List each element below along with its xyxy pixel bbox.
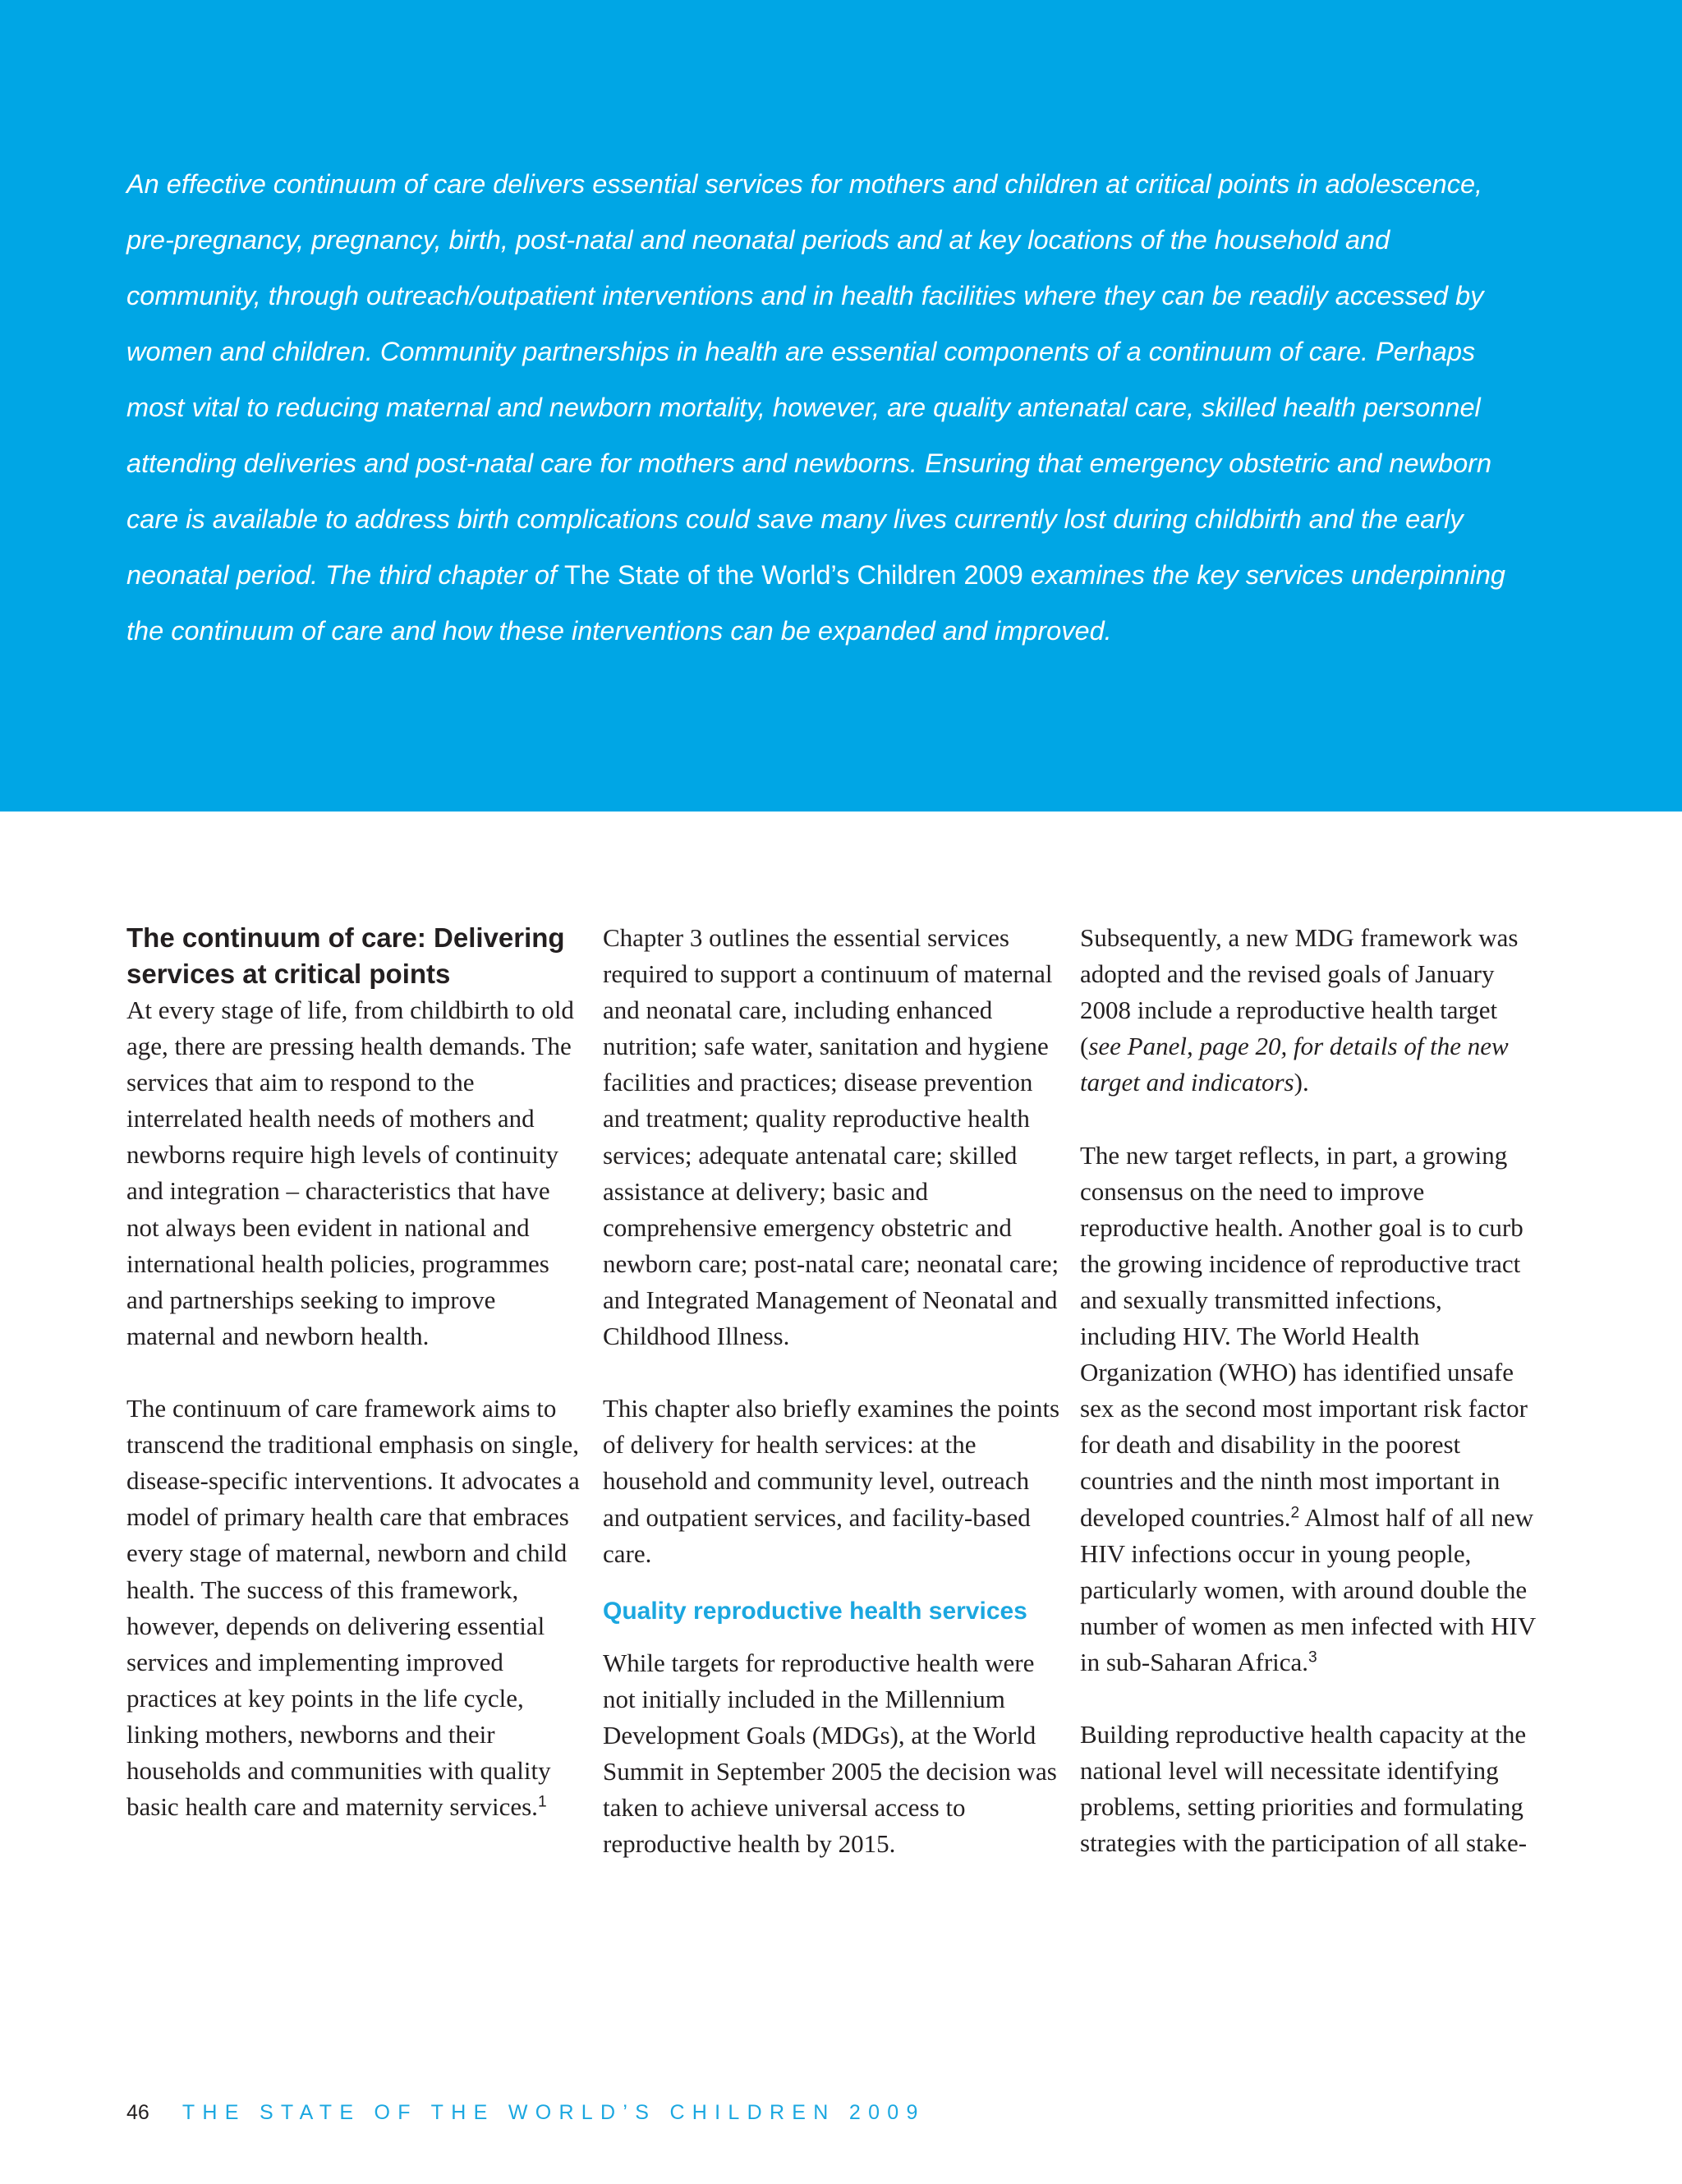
column3-paragraph-1-start: Subsequently, a new MDG framework was adopted and the revised goals of January 2008 include a reproductive health target ( <box>1080 923 1519 1061</box>
intro-text <box>126 156 1523 659</box>
column3-paragraph-2a: The new target reflects, in part, a growing consensus on the need to improve reproductive health. Another goal is to curb the growing incidence of reproductive tract and sexually transmitted infections, including HIV. The World Health Organization (WHO) has identified unsafe sex as the second most important risk factor for death and disability in the poorest countries and the ninth most important in developed countries. <box>1080 1140 1528 1532</box>
column3-paragraph-2 <box>1080 1138 1540 1681</box>
section-heading: The continuum of care: Delivering services at critical points <box>126 922 565 989</box>
column3-paragraph-1-end: ). <box>1294 1068 1309 1097</box>
column-1 <box>126 920 586 1825</box>
intro-text-part2: examines the key services underpinning the continuum of care and how these interventions can be expanded and improved. <box>126 560 1505 646</box>
column-3 <box>1080 920 1540 1861</box>
footnote-ref-3[interactable]: 3 <box>1308 1648 1317 1667</box>
subsection-heading: Quality reproductive health services <box>603 1597 1027 1625</box>
footnote-ref-1[interactable]: 1 <box>537 1793 547 1811</box>
column2-paragraph-3: While targets for reproductive health were not initially included in the Millennium Development Goals (MDGs), at the World Summit in September 2005 the decision was taken to achieve universal access to reproductive health by 2015. <box>603 1648 1057 1859</box>
column1-paragraph-1: At every stage of life, from childbirth to old age, there are pressing health demands. The services that aim to respond to the interrelated health needs of mothers and newborns require high levels of continuity and integration – characteristics that have not always been evident in national and international health policies, programmes and partnerships seeking to improve maternal and newborn health. <box>126 995 574 1350</box>
column3-paragraph-2b: Almost half of all new HIV infections occur in young people, particularly women, with around double the number of women as men infected with HIV in sub-Saharan Africa. <box>1080 1502 1536 1676</box>
column1-paragraph-2 <box>126 1391 586 1825</box>
column3-paragraph-1 <box>1080 920 1540 1101</box>
intro-text-part1: An effective continuum of care delivers essential services for mothers and children at critical points in adolescence, pre-pregnancy, pregnancy, birth, post-natal and neonatal periods and at key locations of the household and community, through outreach/outpatient interventions and in health facilities where they can be readily accessed by women and children. Community partnerships in health are essential components of a continuum of care. Perhaps most vital to reducing maternal and newborn mortality, however, are quality antenatal care, skilled health personnel attending deliveries and post-natal care for mothers and newborns. Ensuring that emergency obstetric and newborn care is available to address birth complications could save many lives currently lost during childbirth and the early neonatal period. The third chapter of <box>126 169 1492 590</box>
page-footer <box>126 2101 926 2125</box>
intro-banner <box>0 0 1682 812</box>
column-2 <box>603 920 1063 1862</box>
column1-paragraph-2-text: The continuum of care framework aims to transcend the traditional emphasis on single, disease-specific interventions. It advocates a model of primary health care that embraces every stage of maternal, newborn and child health. The success of this framework, however, depends on delivering essential services and implementing improved practices at key points in the life cycle, linking mothers, newborns and their households and communities with quality basic health care and maternity services. <box>126 1394 580 1822</box>
column3-paragraph-3: Building reproductive health capacity at the national level will necessitate identifying problems, setting priorities and formulating strategies with the participation of all stake- <box>1080 1720 1528 1858</box>
running-title: THE STATE OF THE WORLD’S CHILDREN 2009 <box>182 2101 926 2124</box>
intro-book-title: The State of the World’s Children 2009 <box>563 560 1023 590</box>
page-number: 46 <box>126 2101 149 2124</box>
column2-paragraph-1: Chapter 3 outlines the essential services required to support a continuum of maternal and neonatal care, including enhanced nutrition; safe water, sanitation and hygiene facilities and practices; disease prevention and treatment; quality reproductive health services; adequate antenatal care; skilled assistance at delivery; basic and comprehensive emergency obstetric and newborn care; post-natal care; neonatal care; and Integrated Management of Neonatal and Childhood Illness. <box>603 923 1059 1351</box>
column2-paragraph-2: This chapter also briefly examines the points of delivery for health services: at the household and community level, outreach and outpatient services, and facility-based care. <box>603 1394 1060 1568</box>
panel-reference: see Panel, page 20, for details of the new target and indicators <box>1080 1032 1509 1097</box>
footnote-ref-2[interactable]: 2 <box>1290 1503 1300 1521</box>
